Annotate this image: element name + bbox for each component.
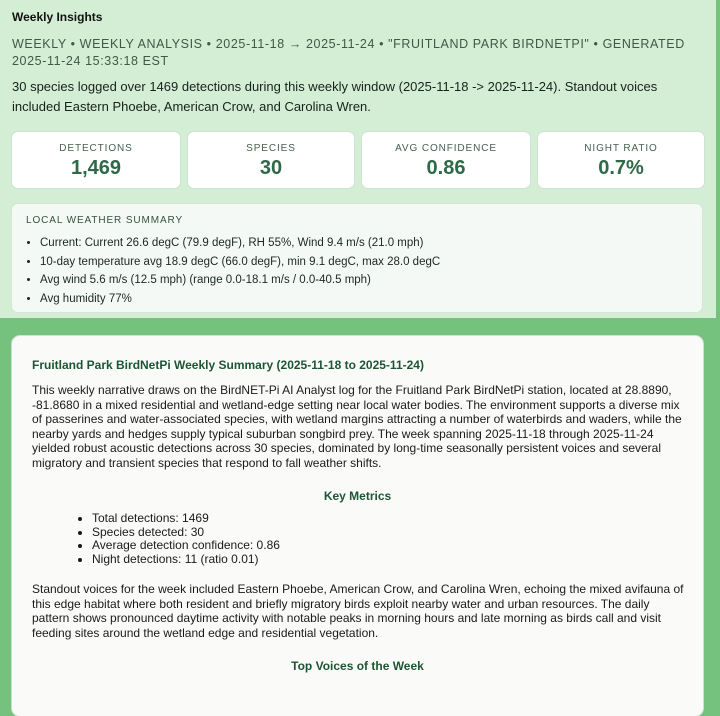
weekly-report-card: [12, 336, 703, 716]
top-voices-heading: Top Voices of the Week: [291, 659, 424, 673]
stat-value: 0.86: [426, 157, 466, 179]
key-metrics-list: [78, 512, 280, 566]
metric-item: • Species detected: 30: [92, 526, 280, 540]
page-title: Weekly Insights: [12, 10, 103, 24]
stat-card-night-ratio: [538, 132, 704, 188]
stat-card-avg-confidence: [362, 132, 530, 188]
stat-card-species: [188, 132, 354, 188]
stat-value: 1,469: [70, 157, 122, 179]
weather-item: • Current: Current 26.6 degC (79.9 degF), RH 55%, Wind 9.4 m/s (21.0 mph): [40, 234, 440, 253]
weather-title: LOCAL WEATHER SUMMARY: [26, 215, 184, 226]
weather-item: • Avg humidity 77%: [40, 290, 440, 309]
insights-header-panel: [0, 0, 720, 318]
standout-paragraph: Standout voices for the week included Eastern Phoebe, American Crow, and Carolina Wren, echoing the mixed avifauna of this edge habitat where both resident and briefly migratory birds exploit nearby water and urban resources. The daily pattern shows pronounced daytime activity with notable peaks in morning hours and late morning as birds call and visit feeding sites around the wetland edge and residential vegetation.: [32, 582, 684, 640]
stat-value: 30: [259, 157, 283, 179]
stat-label: DETECTIONS: [59, 143, 133, 154]
stat-card-detections: [12, 132, 180, 188]
stat-label: NIGHT RATIO: [584, 143, 658, 154]
stat-label: SPECIES: [246, 143, 296, 154]
metric-item: • Average detection confidence: 0.86: [92, 539, 280, 553]
report-intro: This weekly narrative draws on the BirdNET-Pi AI Analyst log for the Fruitland Park BirdNetPi station, located at 28.8890, -81.8680 in a mixed residential and wetland-edge setting near local water bodies. The environment supports a diverse mix of passerines and water-associated species, with wetland margins attracting a number of waterbirds and waders, while the nearby yards and hedges supply typical suburban songbird prey. The week spanning 2025-11-18 through 2025-11-24 yielded robust acoustic detections across 30 species, dominated by long-time seasonally persistent voices and several migratory and transient species that respond to fall weather shifts.: [32, 383, 682, 470]
stat-value: 0.7%: [598, 157, 644, 179]
summary-text: 30 species logged over 1469 detections during this weekly window (2025-11-18 -> 2025-11-24). Standout voices included Eastern Phoebe, American Crow, and Carolina Wren.: [12, 79, 658, 114]
weather-item: • 10-day temperature avg 18.9 degC (66.0 degF), min 9.1 degC, max 28.0 degC: [40, 253, 440, 272]
stat-label: AVG CONFIDENCE: [395, 143, 497, 154]
report-meta: WEEKLY • WEEKLY ANALYSIS • 2025-11-18 → 2025-11-24 • "FRUITLAND PARK BIRDNETPI" • GENERATED 2025-11-24 15:33:18 EST: [12, 37, 685, 68]
key-metrics-heading: Key Metrics: [323, 489, 392, 503]
weather-item: • Avg wind 5.6 m/s (12.5 mph) (range 0.0-18.1 m/s / 0.0-40.5 mph): [40, 271, 440, 290]
weather-summary-card: [12, 204, 702, 312]
metric-item: • Night detections: 11 (ratio 0.01): [92, 553, 280, 567]
metric-item: • Total detections: 1469: [92, 512, 280, 526]
report-heading: Fruitland Park BirdNetPi Weekly Summary (2025-11-18 to 2025-11-24): [32, 358, 424, 372]
weather-list: [26, 234, 440, 308]
